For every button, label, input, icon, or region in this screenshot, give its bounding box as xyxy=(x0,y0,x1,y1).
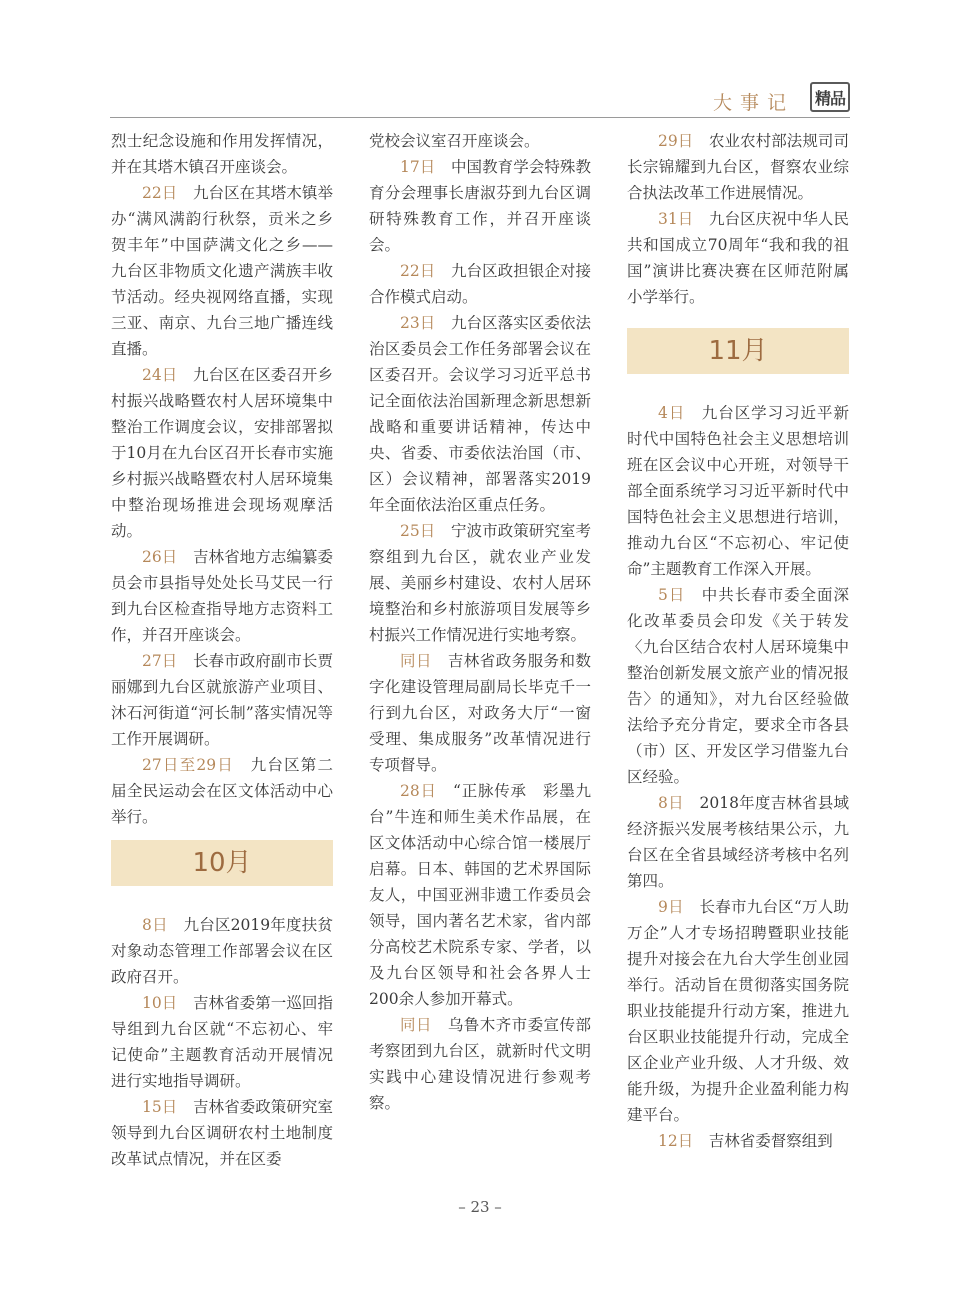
entry-text: 吉林省委第一巡回指导组到九台区就“不忘初心、牢记使命”主题教育活动开展情况进行实地指导调研。 xyxy=(111,994,333,1090)
entry-date: 31日 xyxy=(658,210,694,228)
chronicle-entry xyxy=(111,990,333,1094)
chronicle-entry xyxy=(369,310,591,518)
entry-date: 同日 xyxy=(400,652,432,670)
entry-text: 九台区在其塔木镇举办“满风满韵行秋祭，贡米之乡贺丰年”中国萨满文化之乡——九台区非物质文化遗产满族丰收节活动。经央视网络直播，实现三亚、南京、九台三地广播连线直播。 xyxy=(111,184,333,358)
chronicle-entry xyxy=(627,582,849,790)
entry-text: 九台区2019年度扶贫对象动态管理工作部署会议在区政府召开。 xyxy=(111,916,333,986)
entry-list xyxy=(111,180,333,830)
entry-date: 9日 xyxy=(658,898,684,916)
column-3 xyxy=(627,128,849,1154)
entry-text: 吉林省委督察组到 xyxy=(708,1132,833,1150)
entry-date: 8日 xyxy=(142,916,168,934)
chronicle-entry xyxy=(627,894,849,1128)
entry-date: 12日 xyxy=(658,1132,694,1150)
chronicle-entry xyxy=(111,648,333,752)
column-1 xyxy=(111,128,333,1172)
chronicle-entry xyxy=(369,258,591,310)
month-heading-october: 10月 xyxy=(111,840,333,886)
entry-text: 九台区在区委召开乡村振兴战略暨农村人居环境集中整治工作调度会议，安排部署拟于10月在九台区召开长春市实施乡村振兴战略暨农村人居环境集中整治现场推进会现场观摩活动。 xyxy=(111,366,333,540)
entry-list xyxy=(111,912,333,1172)
entry-text: 九台区政担银企对接合作模式启动。 xyxy=(369,262,591,306)
entry-list xyxy=(627,128,849,310)
chronicle-entry xyxy=(627,128,849,206)
jingpin-logo-icon: 精品 xyxy=(810,82,850,112)
entry-date: 同日 xyxy=(400,1016,432,1034)
entry-text: 吉林省政务服务和数字化建设管理局副局长毕克千一行到九台区，对政务大厅“一窗受理、集成服务”改革情况进行专项督导。 xyxy=(369,652,591,774)
entry-date: 8日 xyxy=(658,794,684,812)
entry-text: 吉林省地方志编纂委员会市县指导处处长马艾民一行到九台区检查指导地方志资料工作，并召开座谈会。 xyxy=(111,548,333,644)
page-header xyxy=(110,84,850,118)
entry-date: 26日 xyxy=(142,548,178,566)
chronicle-entry xyxy=(111,544,333,648)
chronicle-entry xyxy=(369,154,591,258)
entry-text: 长春市政府副市长贾丽娜到九台区就旅游产业项目、沐石河街道“河长制”落实情况等工作开展调研。 xyxy=(111,652,333,748)
entry-text: 九台区学习习近平新时代中国特色社会主义思想培训班在区会议中心开班，对领导干部全面系统学习习近平新时代中国特色社会主义思想进行培训，推动九台区“不忘初心、牢记使命”主题教育工作深入开展。 xyxy=(627,404,849,578)
continued-text: 烈士纪念设施和作用发挥情况，并在其塔木镇召开座谈会。 xyxy=(111,132,333,176)
entry-date: 27日至29日 xyxy=(142,756,234,774)
entry-date: 22日 xyxy=(142,184,178,202)
chronicle-entry xyxy=(111,1094,333,1172)
chronicle-entry xyxy=(369,1012,591,1116)
chronicle-entry xyxy=(627,206,849,310)
entry-text: 2018年度吉林省县域经济振兴发展考核结果公示，九台区在全省县域经济考核中名列第四。 xyxy=(627,794,849,890)
chronicle-entry xyxy=(111,752,333,830)
chronicle-entry xyxy=(627,790,849,894)
chronicle-entry xyxy=(111,912,333,990)
entry-date: 17日 xyxy=(400,158,436,176)
entry-date: 29日 xyxy=(658,132,694,150)
entry-list xyxy=(369,154,591,1116)
entry-date: 22日 xyxy=(400,262,436,280)
chronicle-entry xyxy=(627,1128,849,1154)
entry-text: 宁波市政策研究室考察组到九台区，就农业产业发展、美丽乡村建设、农村人居环境整治和乡村旅游项目发展等乡村振兴工作情况进行实地考察。 xyxy=(369,522,591,644)
entry-date: 4日 xyxy=(658,404,686,422)
entry-date: 28日 xyxy=(400,782,437,800)
entry-text: 长春市九台区“万人助万企”人才专场招聘暨职业技能提升对接会在九台大学生创业园举行。活动旨在贯彻落实国务院职业技能提升行动方案，推进九台区职业技能提升行动，完成全区企业产业升级、人才升级、效能升级，为提升企业盈利能力构建平台。 xyxy=(627,898,849,1124)
chronicle-entry xyxy=(369,648,591,778)
chronicle-entry xyxy=(111,362,333,544)
page-number: – 23 – xyxy=(458,1198,502,1216)
entry-date: 15日 xyxy=(142,1098,178,1116)
chronicle-entry xyxy=(369,518,591,648)
chronicle-entry xyxy=(369,778,591,1012)
entry-text: 吉林省委政策研究室领导到九台区调研农村土地制度改革试点情况，并在区委 xyxy=(111,1098,333,1168)
header-divider xyxy=(110,117,850,118)
entry-date: 10日 xyxy=(142,994,178,1012)
entry-text: 九台区庆祝中华人民共和国成立70周年“我和我的祖国”演讲比赛决赛在区师范附属小学举行。 xyxy=(627,210,849,306)
entry-text: “正脉传承 彩墨九台”牛连和师生美术作品展，在区文体活动中心综合馆一楼展厅启幕。日本、韩国的艺术界国际友人，中国亚洲非遗工作委员会领导，国内著名艺术家，省内部分高校艺术院系专家、学者，以及九台区领导和社会各界人士200余人参加开幕式。 xyxy=(369,782,591,1008)
entry-date: 5日 xyxy=(658,586,686,604)
continued-text: 党校会议室召开座谈会。 xyxy=(369,132,540,150)
entry-text: 农业农村部法规司司长宗锦耀到九台区，督察农业综合执法改革工作进展情况。 xyxy=(627,132,849,202)
column-2 xyxy=(369,128,591,1116)
entry-text: 中国教育学会特殊教育分会理事长唐淑芬到九台区调研特殊教育工作，并召开座谈会。 xyxy=(369,158,591,254)
entry-text: 中共长春市委全面深化改革委员会印发《关于转发〈九台区结合农村人居环境集中整治创新发展文旅产业的情况报告〉的通知》，对九台区经验做法给予充分肯定，要求全市各县（市）区、开发区学习借鉴九台区经验。 xyxy=(627,586,849,786)
entry-date: 23日 xyxy=(400,314,436,332)
entry-list xyxy=(627,400,849,1154)
entry-date: 27日 xyxy=(142,652,178,670)
entry-date: 25日 xyxy=(400,522,436,540)
month-heading-november: 11月 xyxy=(627,328,849,374)
entry-text: 九台区第二届全民运动会在区文体活动中心举行。 xyxy=(111,756,333,826)
entry-text: 乌鲁木齐市委宣传部考察团到九台区，就新时代文明实践中心建设情况进行参观考察。 xyxy=(369,1016,591,1112)
section-title: 大事记 xyxy=(712,92,794,114)
entry-text: 九台区落实区委依法治区委员会工作任务部署会议在区委召开。会议学习习近平总书记全面依法治国新理念新思想新战略和重要讲话精神，传达中央、省委、市委依法治国（市、区）会议精神，部署落实2019年全面依法治区重点任务。 xyxy=(369,314,591,514)
chronicle-entry xyxy=(627,400,849,582)
entry-date: 24日 xyxy=(142,366,178,384)
chronicle-entry xyxy=(111,180,333,362)
